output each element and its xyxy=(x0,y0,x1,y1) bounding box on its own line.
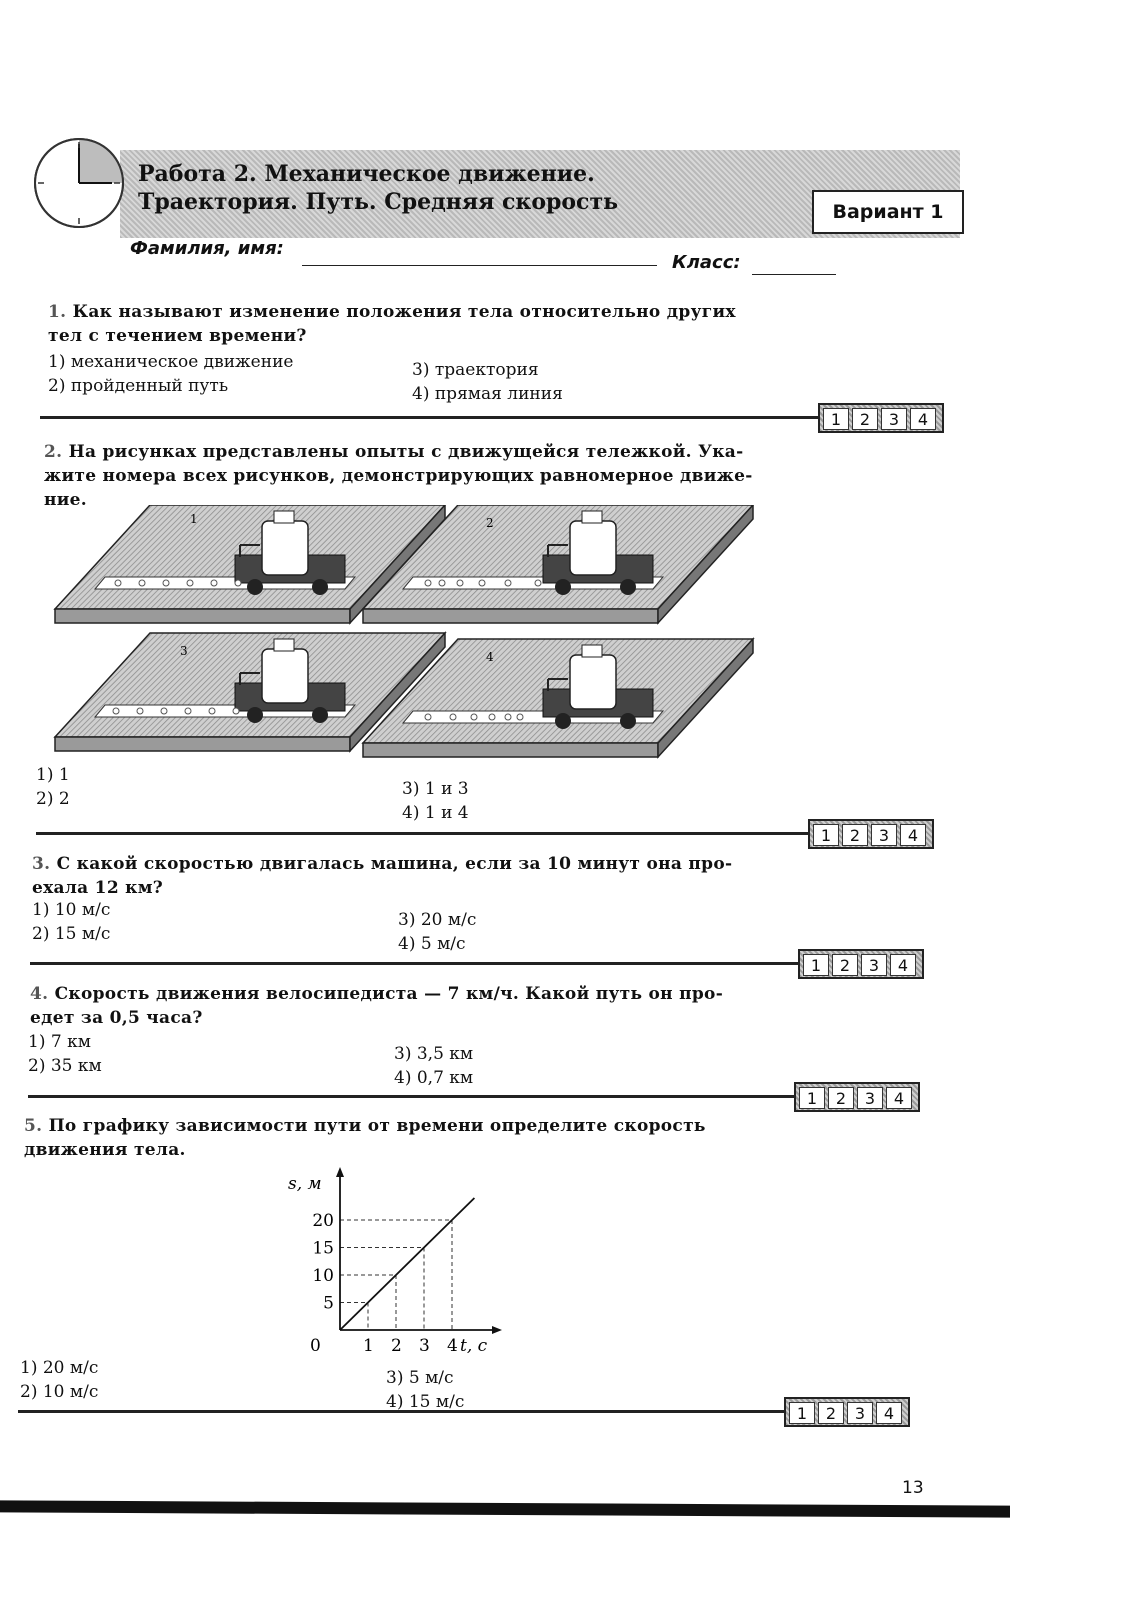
answer-box[interactable]: 3 xyxy=(881,408,907,430)
answer-boxes xyxy=(784,1397,910,1427)
question-number: 5. xyxy=(24,1116,43,1136)
answer-box[interactable]: 1 xyxy=(799,1087,825,1109)
x-tick-label: 3 xyxy=(419,1336,430,1356)
answer-box[interactable]: 4 xyxy=(910,408,936,430)
answer-box[interactable]: 4 xyxy=(886,1087,912,1109)
question-2-text xyxy=(44,440,804,512)
class-label: Класс: xyxy=(672,252,741,273)
question-5-text xyxy=(24,1114,784,1162)
page-number: 13 xyxy=(902,1478,924,1498)
answer-box[interactable]: 2 xyxy=(852,408,878,430)
option-3[interactable]: 3) 5 м/с xyxy=(386,1368,454,1388)
y-tick-label: 5 xyxy=(323,1293,334,1314)
option-4[interactable]: 4) 1 и 4 xyxy=(402,803,469,823)
option-3[interactable]: 3) 20 м/с xyxy=(398,910,477,930)
answer-box[interactable]: 4 xyxy=(900,824,926,846)
figure-label-4: 4 xyxy=(486,650,494,664)
divider xyxy=(28,1095,808,1098)
question-text-line: На рисунках представлены опыты с движущейся тележкой. Ука- xyxy=(68,442,744,462)
answer-box[interactable]: 3 xyxy=(857,1087,883,1109)
answer-box[interactable]: 4 xyxy=(876,1402,902,1424)
answer-box[interactable]: 2 xyxy=(842,824,868,846)
question-3-text xyxy=(32,852,792,900)
x-axis-label: t, c xyxy=(460,1336,488,1356)
question-text-line: По графику зависимости пути от времени определите скорость xyxy=(48,1116,706,1136)
y-axis-arrow xyxy=(336,1167,344,1177)
question-4-text xyxy=(30,982,790,1030)
worksheet-title xyxy=(138,160,618,216)
answer-box[interactable]: 2 xyxy=(828,1087,854,1109)
answer-box[interactable]: 3 xyxy=(861,954,887,976)
figure-label-1: 1 xyxy=(190,512,198,526)
option-2[interactable]: 2) 35 км xyxy=(28,1056,102,1076)
class-field[interactable] xyxy=(752,274,836,275)
answer-boxes xyxy=(798,949,924,979)
option-1[interactable]: 1) механическое движение xyxy=(48,352,294,372)
y-tick-label: 20 xyxy=(312,1211,334,1231)
question-text-line: жите номера всех рисунков, демонстрирующих равномерное движе- xyxy=(44,466,753,486)
clock-icon xyxy=(32,136,126,230)
question-text-line: ехала 12 км? xyxy=(32,878,164,898)
question-text-line: ние. xyxy=(44,490,87,510)
distance-time-graph xyxy=(280,1165,510,1370)
option-2[interactable]: 2) 15 м/с xyxy=(32,924,111,944)
question-text-line: тел с течением времени? xyxy=(48,326,307,346)
figure-label-3: 3 xyxy=(180,644,188,658)
option-3[interactable]: 3) траектория xyxy=(412,360,539,380)
option-4[interactable]: 4) прямая линия xyxy=(412,384,563,404)
answer-box[interactable]: 1 xyxy=(789,1402,815,1424)
question-text-line: Как называют изменение положения тела относительно других xyxy=(72,302,736,322)
y-axis-label: s, м xyxy=(288,1174,322,1194)
answer-box[interactable]: 1 xyxy=(813,824,839,846)
option-2[interactable]: 2) пройденный путь xyxy=(48,376,229,396)
answer-boxes xyxy=(808,819,934,849)
x-tick-label: 2 xyxy=(391,1336,402,1356)
question-text-line: движения тела. xyxy=(24,1140,186,1160)
question-number: 2. xyxy=(44,442,63,462)
answer-box[interactable]: 3 xyxy=(847,1402,873,1424)
name-field[interactable] xyxy=(302,265,657,266)
answer-box[interactable]: 2 xyxy=(832,954,858,976)
question-1-text xyxy=(48,300,798,348)
option-3[interactable]: 3) 1 и 3 xyxy=(402,779,469,799)
cart-experiments-figure xyxy=(40,505,780,765)
answer-boxes xyxy=(794,1082,920,1112)
option-3[interactable]: 3) 3,5 км xyxy=(394,1044,474,1064)
option-4[interactable]: 4) 5 м/с xyxy=(398,934,466,954)
y-tick-label: 15 xyxy=(312,1238,334,1259)
x-axis-arrow xyxy=(492,1326,502,1334)
option-4[interactable]: 4) 15 м/с xyxy=(386,1392,465,1412)
answer-box[interactable]: 1 xyxy=(823,408,849,430)
question-text-line: С какой скоростью двигалась машина, если за 10 минут она про- xyxy=(56,854,733,874)
option-1[interactable]: 1) 7 км xyxy=(28,1032,91,1052)
answer-box[interactable]: 3 xyxy=(871,824,897,846)
question-number: 1. xyxy=(48,302,67,322)
question-text-line: Скорость движения велосипедиста — 7 км/ч. Какой путь он про- xyxy=(54,984,724,1004)
answer-box[interactable]: 4 xyxy=(890,954,916,976)
option-1[interactable]: 1) 1 xyxy=(36,765,70,785)
origin-label: 0 xyxy=(310,1336,321,1356)
option-1[interactable]: 1) 20 м/с xyxy=(20,1358,99,1378)
variant-badge: Вариант 1 xyxy=(812,190,964,234)
option-2[interactable]: 2) 10 м/с xyxy=(20,1382,99,1402)
question-text-line: едет за 0,5 часа? xyxy=(30,1008,203,1028)
title-line-2: Траектория. Путь. Средняя скорость xyxy=(138,189,619,215)
divider xyxy=(30,962,810,965)
answer-box[interactable]: 1 xyxy=(803,954,829,976)
x-tick-label: 1 xyxy=(363,1336,374,1356)
y-tick-label: 10 xyxy=(312,1266,334,1286)
option-2[interactable]: 2) 2 xyxy=(36,789,70,809)
divider xyxy=(36,832,816,835)
name-label: Фамилия, имя: xyxy=(130,238,284,259)
figure-label-2: 2 xyxy=(486,516,494,530)
graph-ticks xyxy=(312,1211,457,1356)
series-line xyxy=(340,1198,474,1330)
answer-box[interactable]: 2 xyxy=(818,1402,844,1424)
title-line-1: Работа 2. Механическое движение. xyxy=(138,161,595,187)
question-number: 3. xyxy=(32,854,51,874)
divider xyxy=(18,1410,798,1413)
option-1[interactable]: 1) 10 м/с xyxy=(32,900,111,920)
divider xyxy=(40,416,830,419)
x-tick-label: 4 xyxy=(447,1336,458,1356)
page-edge-bar xyxy=(0,1500,1010,1517)
question-number: 4. xyxy=(30,984,49,1004)
answer-boxes xyxy=(818,403,944,433)
option-4[interactable]: 4) 0,7 км xyxy=(394,1068,474,1088)
